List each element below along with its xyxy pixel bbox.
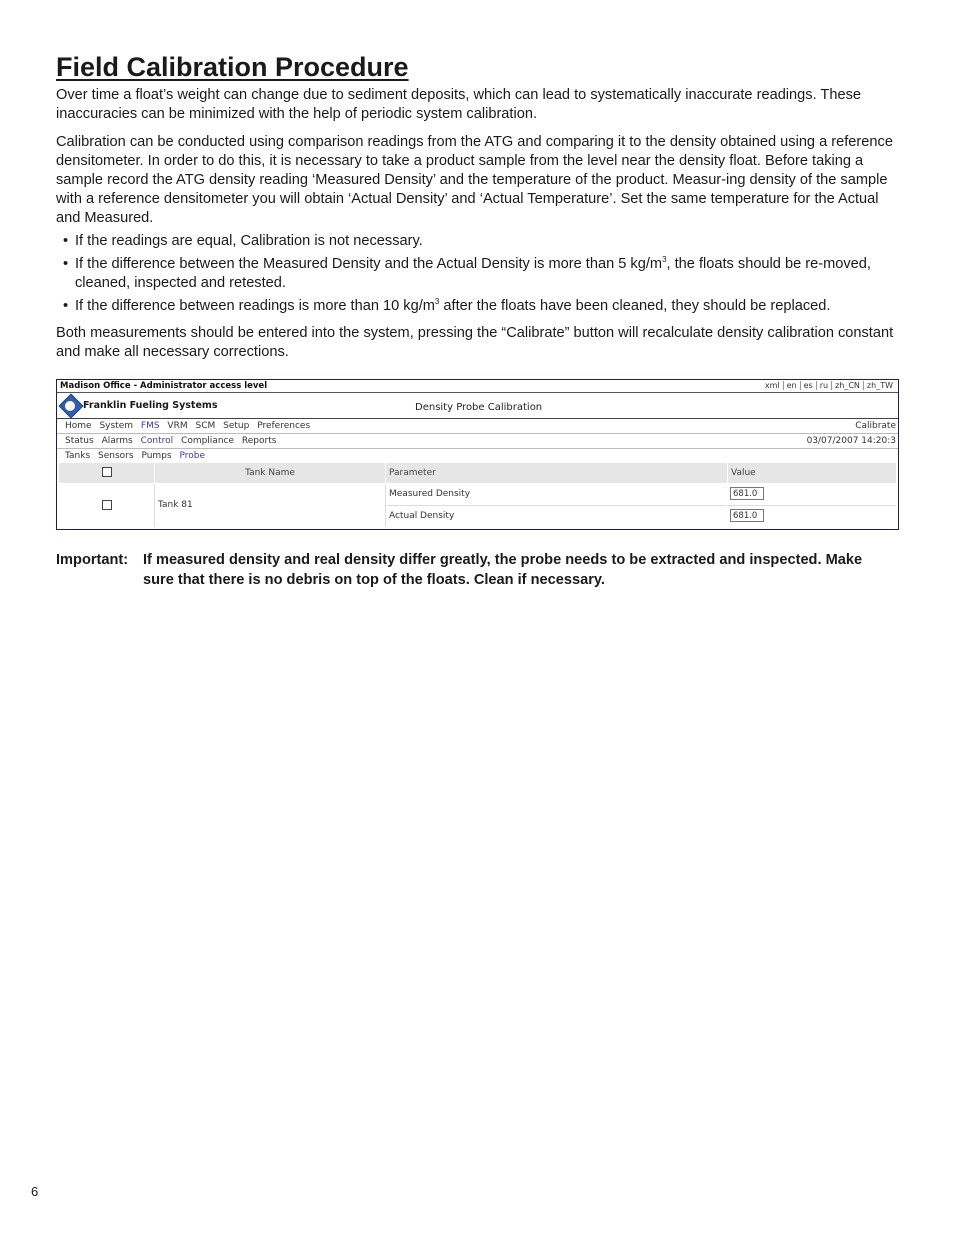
menu-home[interactable]: Home xyxy=(65,421,92,431)
menu-alarms[interactable]: Alarms xyxy=(101,436,133,446)
calibration-screenshot xyxy=(56,379,899,530)
screen-title: Density Probe Calibration xyxy=(415,402,543,413)
calibrate-button[interactable]: Calibrate xyxy=(855,421,896,431)
row-checkbox[interactable] xyxy=(102,500,112,510)
actual-density-input[interactable]: 681.0 xyxy=(730,509,764,522)
parameter-row xyxy=(386,484,727,506)
third-menu xyxy=(57,449,898,463)
sub-menu xyxy=(57,434,898,449)
menu-setup[interactable]: Setup xyxy=(223,421,250,431)
tank-name: Tank 81 xyxy=(155,484,386,527)
select-all-checkbox[interactable] xyxy=(102,467,112,477)
lang-link[interactable]: zh_CN xyxy=(831,381,863,390)
value-row xyxy=(728,506,896,527)
lang-link[interactable]: es xyxy=(800,381,816,390)
lang-link[interactable]: en xyxy=(783,381,800,390)
important-text: If measured density and real density differ greatly, the probe needs to be extracted and inspected. Make sure that there is no debris on top of the floats. Clean if necessary. xyxy=(143,552,863,588)
parameter-column xyxy=(386,484,728,527)
menu-system[interactable]: System xyxy=(99,421,134,431)
document-body xyxy=(56,50,896,362)
important-label: Important: xyxy=(56,552,129,568)
parameter-row xyxy=(386,506,727,527)
brand-header xyxy=(57,393,898,419)
bullet-item: • If the readings are equal, Calibration is not necessary. xyxy=(63,233,423,249)
value-row xyxy=(728,484,896,506)
column-value: Value xyxy=(731,468,756,478)
menu-preferences[interactable]: Preferences xyxy=(257,421,311,431)
menu-control[interactable]: Control xyxy=(140,436,174,446)
lang-link[interactable]: zh_TW xyxy=(863,381,896,390)
parameter-label: Measured Density xyxy=(389,489,471,499)
menu-vrm[interactable]: VRM xyxy=(167,421,188,431)
menu-compliance[interactable]: Compliance xyxy=(181,436,235,446)
bullet-item: • If the difference between readings is more than 10 $kg/m^3$ after the floats have been cleaned, they should be replaced. xyxy=(63,297,831,314)
menu-pumps[interactable]: Pumps xyxy=(141,451,172,461)
intro-paragraph: Over time a float’s weight can change due to sediment deposits, which can lead to systematically inaccurate readings. These inaccuracies can be minimized with the help of periodic system calibration. xyxy=(56,87,861,122)
column-parameter: Parameter xyxy=(386,463,728,483)
lang-link[interactable]: ru xyxy=(816,381,831,390)
menu-scm[interactable]: SCM xyxy=(195,421,216,431)
parameter-label: Actual Density xyxy=(389,511,455,521)
table-row xyxy=(59,484,896,527)
important-note xyxy=(56,551,896,590)
calibration-paragraph: Calibration can be conducted using comparison readings from the ATG and comparing it to the density obtained using a reference densitometer. In order to do this, it is necessary to take a product sample from the level near the density float. Before taking a sample record the ATG density reading ‘Measured Density’ and the temperature of the product. Measur-ing density of the sample with a reference densitometer you will obtain ‘Actual Density’ and ‘Actual Temperature’. Set the same temperature for the Actual and Measured. xyxy=(56,134,893,226)
row-select-cell xyxy=(59,484,155,527)
page-number: 6 xyxy=(31,1184,39,1199)
closing-paragraph: Both measurements should be entered into the system, pressing the “Calibrate” button will recalculate density calibration constant and make all necessary corrections. xyxy=(56,325,894,360)
menu-status[interactable]: Status xyxy=(65,436,94,446)
window-titlebar xyxy=(57,380,898,393)
bullet-list xyxy=(56,232,896,316)
column-tank-name: Tank Name xyxy=(155,463,386,483)
table-header xyxy=(59,463,896,484)
page-title: Field Calibration Procedure xyxy=(56,52,409,82)
menu-fms[interactable]: FMS xyxy=(140,421,160,431)
logo-ring-icon xyxy=(63,399,77,413)
menu-probe[interactable]: Probe xyxy=(179,451,205,461)
menu-reports[interactable]: Reports xyxy=(241,436,277,446)
measured-density-input[interactable]: 681.0 xyxy=(730,487,764,500)
brand-name: Franklin Fueling Systems xyxy=(83,400,218,411)
value-column xyxy=(728,484,896,527)
menu-tanks[interactable]: Tanks xyxy=(65,451,91,461)
window-title: Madison Office - Administrator access level xyxy=(60,381,268,391)
language-links xyxy=(762,381,896,390)
lang-link[interactable]: xml xyxy=(764,381,780,390)
main-menu xyxy=(57,419,898,434)
select-all-cell xyxy=(59,463,155,483)
bullet-item: • If the difference between the Measured Density and the Actual Density is more than 5 $kg/m^3$, the floats should be re-moved, cleaned, inspected and retested. xyxy=(63,255,871,291)
menu-sensors[interactable]: Sensors xyxy=(98,451,134,461)
calibration-table xyxy=(59,463,896,527)
timestamp: 03/07/2007 14:20:3 xyxy=(806,436,896,446)
